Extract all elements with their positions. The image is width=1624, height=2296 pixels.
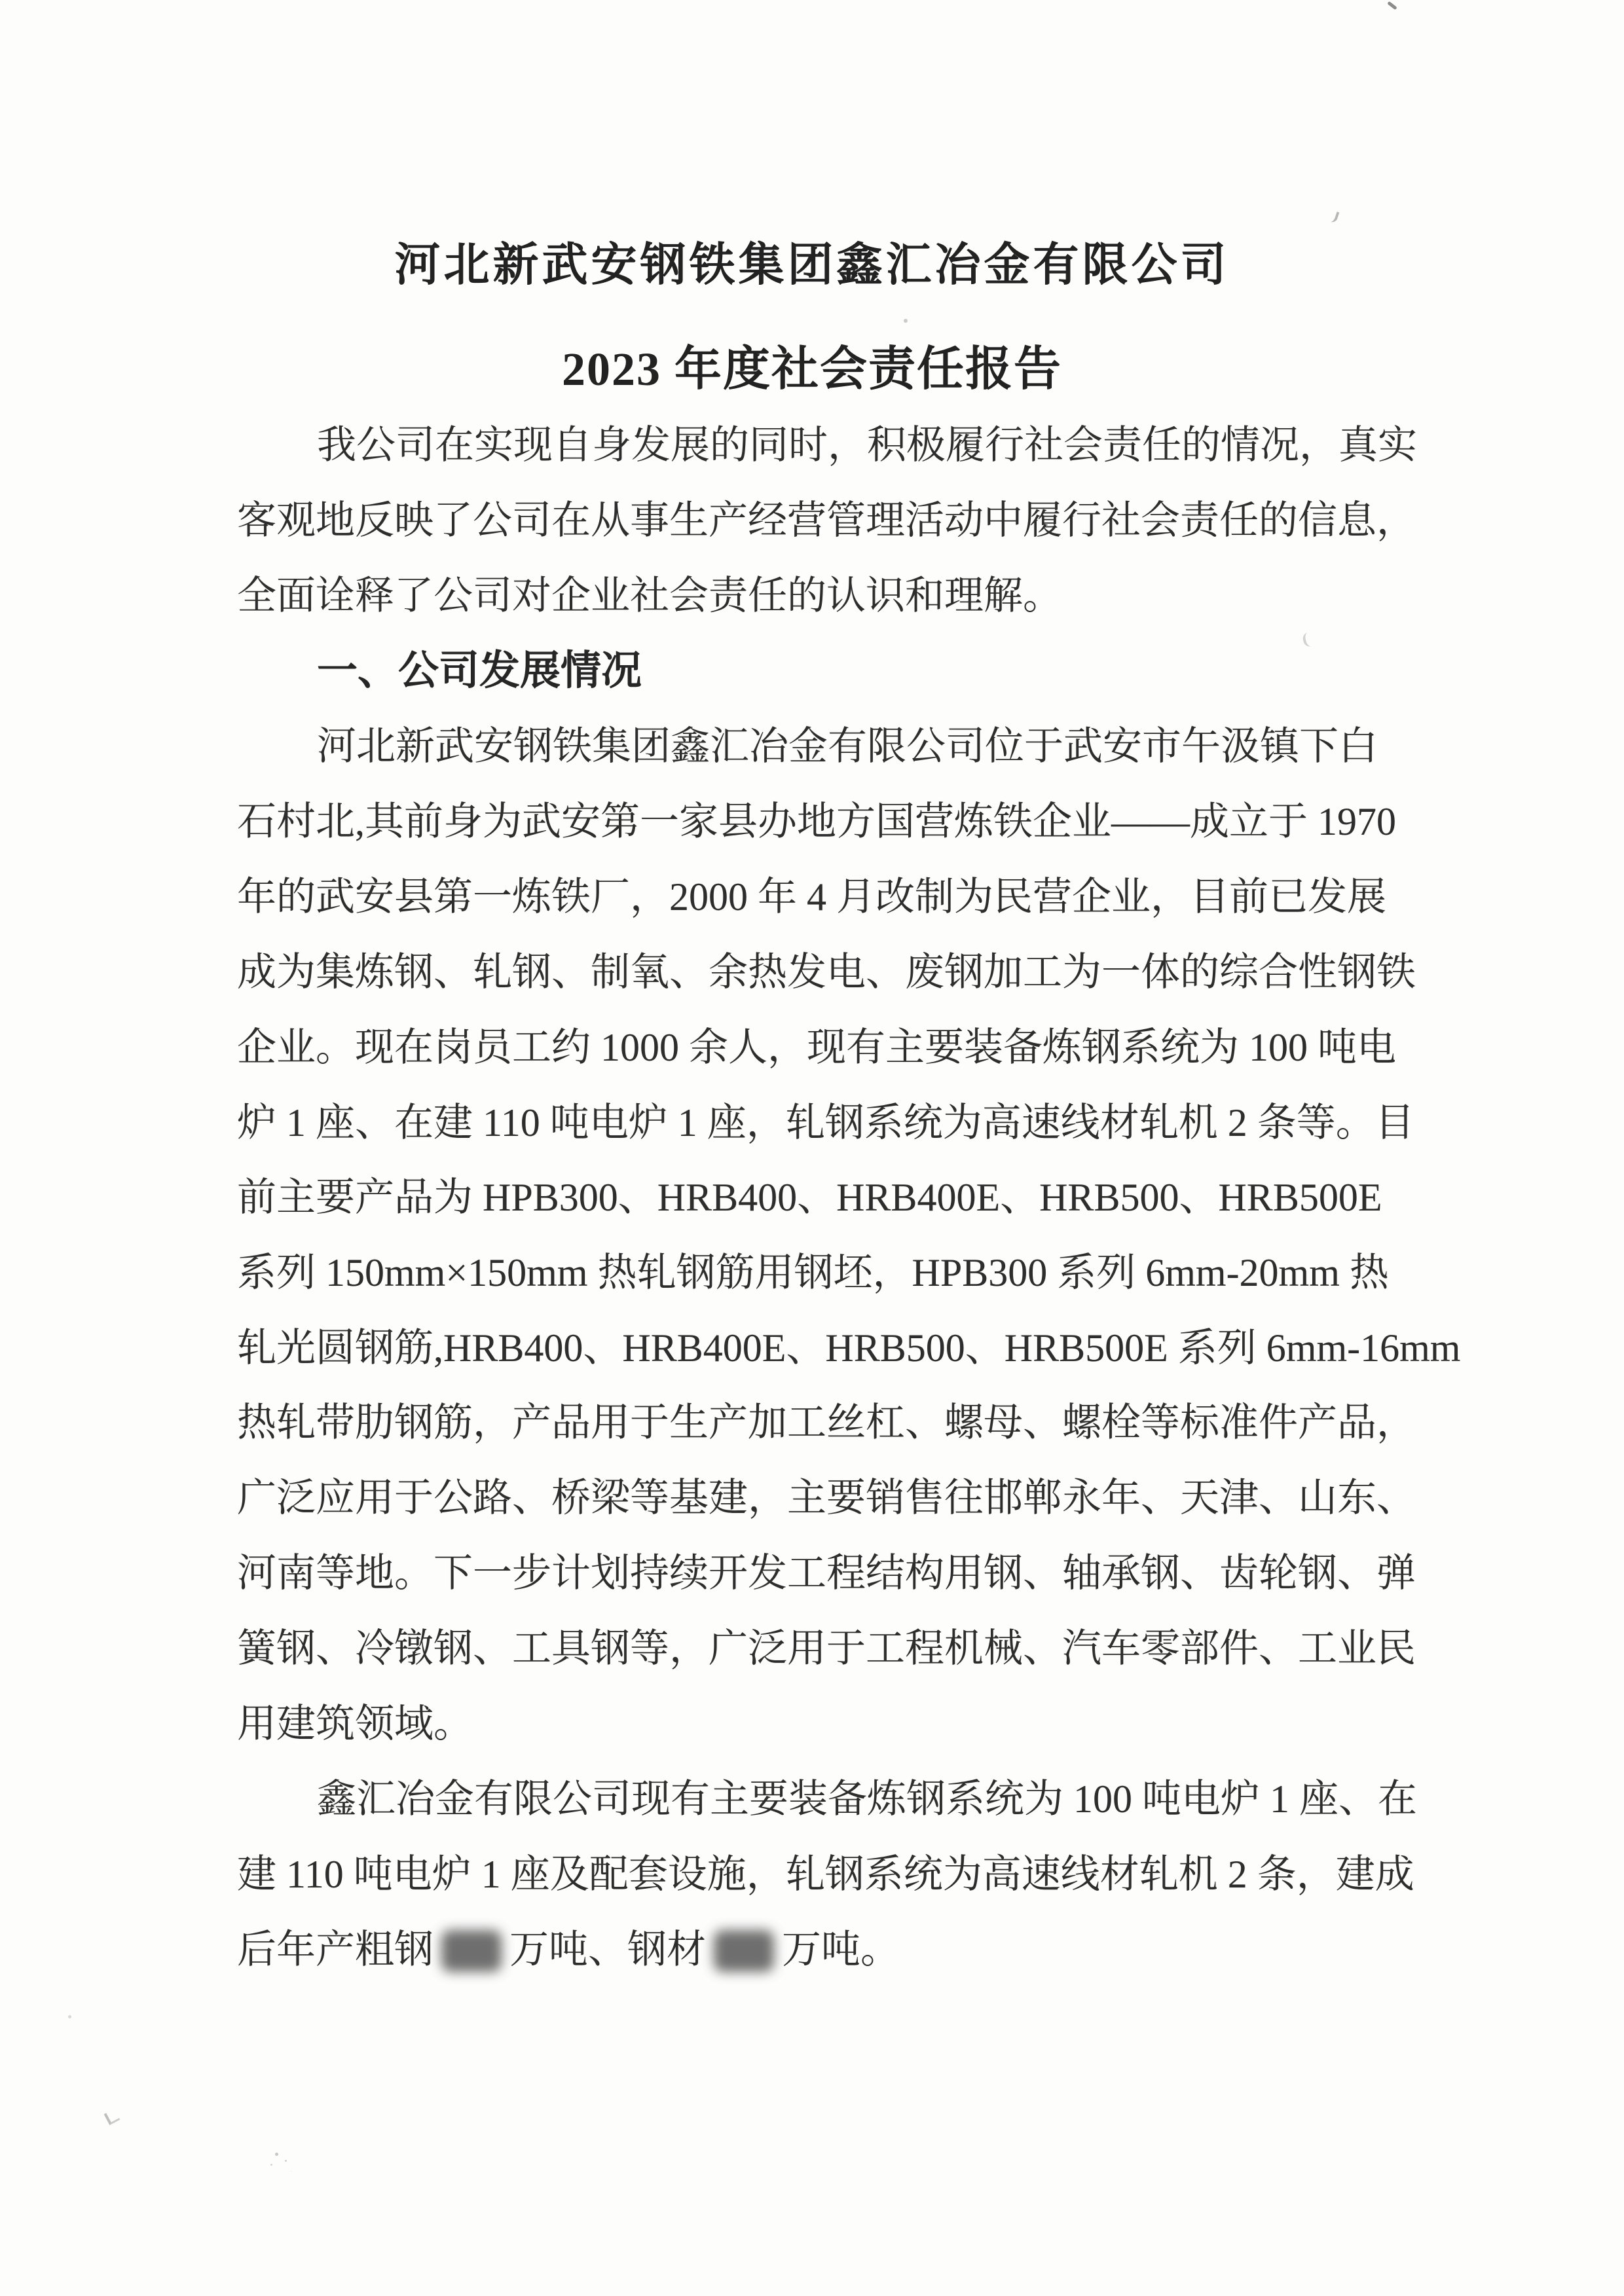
last-line-seg2: 万吨、钢材 (509, 1928, 706, 1971)
body-line: 全面诠释了公司对企业社会责任的认识和理解。 (237, 574, 1062, 617)
body-line: 用建筑领域。 (237, 1702, 473, 1745)
report-title: 河北新武安钢铁集团鑫汇冶金有限公司 (394, 240, 1230, 291)
body-line: 前主要产品为 HPB300、HRB400、HRB400E、HRB500、HRB500E (237, 1176, 1382, 1219)
body-line: 鑫汇冶金有限公司现有主要装备炼钢系统为 100 吨电炉 1 座、在 (317, 1777, 1417, 1821)
body-line: 轧光圆钢筋,HRB400、HRB400E、HRB500、HRB500E 系列 6mm-16mm (237, 1326, 1461, 1370)
scan-speck (275, 2153, 278, 2156)
body-line: 石村北,其前身为武安第一家县办地方国营炼铁企业——成立于 1970 (237, 800, 1396, 843)
body-line: 系列 150mm×150mm 热轧钢筋用钢坯，HPB300 系列 6mm-20mm 热 (237, 1251, 1389, 1294)
scan-speck (904, 319, 908, 323)
scan-speck (1328, 210, 1340, 223)
redacted-number-blob (714, 1930, 774, 1972)
body-line: 客观地反映了公司在从事生产经营管理活动中履行社会责任的信息， (237, 499, 1416, 542)
body-line: 炉 1 座、在建 110 吨电炉 1 座，轧钢系统为高速线材轧机 2 条等。目 (237, 1101, 1414, 1144)
section-heading: 一、公司发展情况 (317, 649, 642, 693)
scan-speck (104, 2109, 120, 2125)
body-line: 企业。现在岗员工约 1000 余人，现有主要装备炼钢系统为 100 吨电 (237, 1026, 1396, 1069)
body-line: 簧钢、冷镦钢、工具钢等，广泛用于工程机械、汽车零部件、工业民 (237, 1627, 1416, 1670)
body-line: 年的武安县第一炼铁厂，2000 年 4 月改制为民营企业，目前已发展 (237, 875, 1386, 919)
body-line: 热轧带肋钢筋，产品用于生产加工丝杠、螺母、螺栓等标准件产品， (237, 1401, 1416, 1444)
body-line: 河南等地。下一步计划持续开发工程结构用钢、轴承钢、齿轮钢、弹 (237, 1552, 1416, 1595)
scan-speck (68, 2015, 71, 2018)
body-line: 河北新武安钢铁集团鑫汇冶金有限公司位于武安市午汲镇下白 (317, 725, 1378, 768)
redacted-number-blob (441, 1930, 502, 1972)
body-line-redacted (237, 1923, 1373, 1980)
body-line: 我公司在实现自身发展的同时，积极履行社会责任的情况，真实 (317, 424, 1417, 467)
scan-speck (1387, 1, 1397, 10)
last-line-seg3: 万吨。 (782, 1928, 900, 1971)
last-line-seg1: 后年产粗钢 (237, 1928, 434, 1971)
body-line: 建 110 吨电炉 1 座及配套设施，轧钢系统为高速线材轧机 2 条，建成 (237, 1853, 1414, 1896)
body-line: 成为集炼钢、轧钢、制氧、余热发电、废钢加工为一体的综合性钢铁 (237, 951, 1416, 994)
report-subtitle: 2023 年度社会责任报告 (561, 343, 1062, 395)
body-line: 广泛应用于公路、桥梁等基建，主要销售往邯郸永年、天津、山东、 (237, 1476, 1416, 1520)
